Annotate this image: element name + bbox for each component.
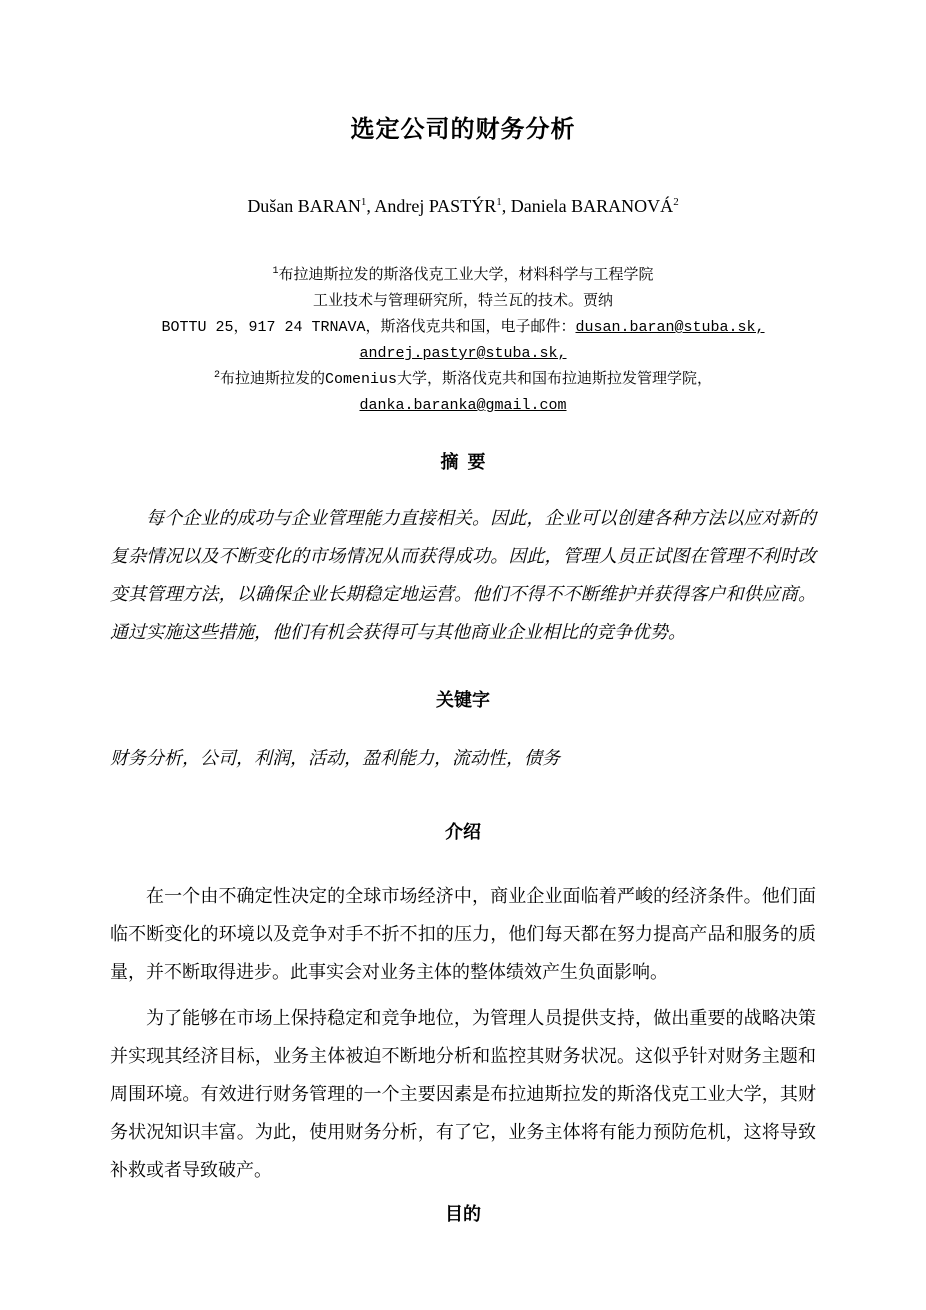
abstract-heading: 摘 要 — [440, 452, 486, 472]
paper-title: 选定公司的财务分析 — [350, 117, 576, 143]
introduction-paragraph-1: 在一个由不确定性决定的全球市场经济中，商业企业面临着严峻的经济条件。他们面临不断变化的环境以及竞争对手不折不扣的压力，他们每天都在努力提高产品和服务的质量，并不断取得进步。此事实会对业务主体的整体绩效产生负面影响。 — [110, 886, 816, 982]
affiliation-line-3 — [110, 315, 816, 341]
keywords-heading: 关键字 — [436, 690, 490, 710]
abstract-text: 每个企业的成功与企业管理能力直接相关。因此，企业可以创建各种方法以应对新的复杂情况以及不断变化的市场情况从而获得成功。因此，管理人员正试图在管理不利时改变其管理方法，以确保企业长期稳定地运营。他们不得不不断维护并获得客户和供应商。通过实施这些措施，他们有机会获得可与其他商业企业相比的竞争优势。 — [110, 508, 816, 642]
introduction-heading: 介绍 — [445, 822, 481, 842]
affiliation-block — [110, 263, 816, 419]
affiliation-text-3: BOTTU 25，917 24 TRNAVA，斯洛伐克共和国，电子邮件： — [161, 319, 576, 336]
author-name-3: Daniela BARANOVÁ — [510, 196, 674, 216]
author-affiliation-mark-2: 1 — [496, 196, 502, 208]
affiliation-superscript-2: 2 — [213, 370, 220, 381]
author-name-2: Andrej PASTÝR — [374, 196, 497, 216]
author-separator-2: , — [501, 196, 511, 216]
affiliation-line-1 — [110, 263, 816, 289]
affiliation-text-2: 工业技术与管理研究所，特兰瓦的技术。贾纳 — [312, 293, 613, 310]
author-affiliation-mark-1: 1 — [360, 196, 367, 208]
email-link-danka[interactable]: danka.baranka@gmail.com — [359, 397, 567, 414]
affiliation-line-6 — [110, 393, 816, 419]
author-name-1: Dušan BARAN — [247, 196, 361, 216]
introduction-paragraph-2: 为了能够在市场上保持稳定和竞争地位，为管理人员提供支持，做出重要的战略决策并实现其经济目标，业务主体被迫不断地分析和监控其财务状况。这似乎针对财务主题和周围环境。有效进行财务管理的一个主要因素是布拉迪斯拉发的斯洛伐克工业大学，其财务状况知识丰富。为此，使用财务分析，有了它，业务主体将有能力预防危机，这将导致补救或者导致破产。 — [110, 1008, 816, 1180]
affiliation-text-5: 布拉迪斯拉发的Comenius大学，斯洛伐克共和国布拉迪斯拉发管理学院， — [220, 371, 713, 388]
affiliation-line-4 — [110, 341, 816, 367]
email-link-dusan[interactable]: dusan.baran@stuba.sk, — [575, 319, 765, 336]
keywords-text: 财务分析，公司，利润，活动，盈利能力，流动性，债务 — [110, 748, 560, 768]
purpose-heading: 目的 — [445, 1204, 481, 1224]
author-separator-1: , — [366, 196, 375, 216]
author-affiliation-mark-3: 2 — [673, 196, 679, 208]
affiliation-line-5 — [110, 367, 816, 393]
affiliation-line-2 — [110, 289, 816, 315]
email-link-andrej[interactable]: andrej.pastyr@stuba.sk, — [359, 345, 567, 362]
affiliation-text-1: 布拉迪斯拉发的斯洛伐克工业大学，材料科学与工程学院 — [278, 267, 654, 284]
authors-line — [110, 195, 816, 217]
affiliation-superscript-1: 1 — [272, 266, 279, 277]
